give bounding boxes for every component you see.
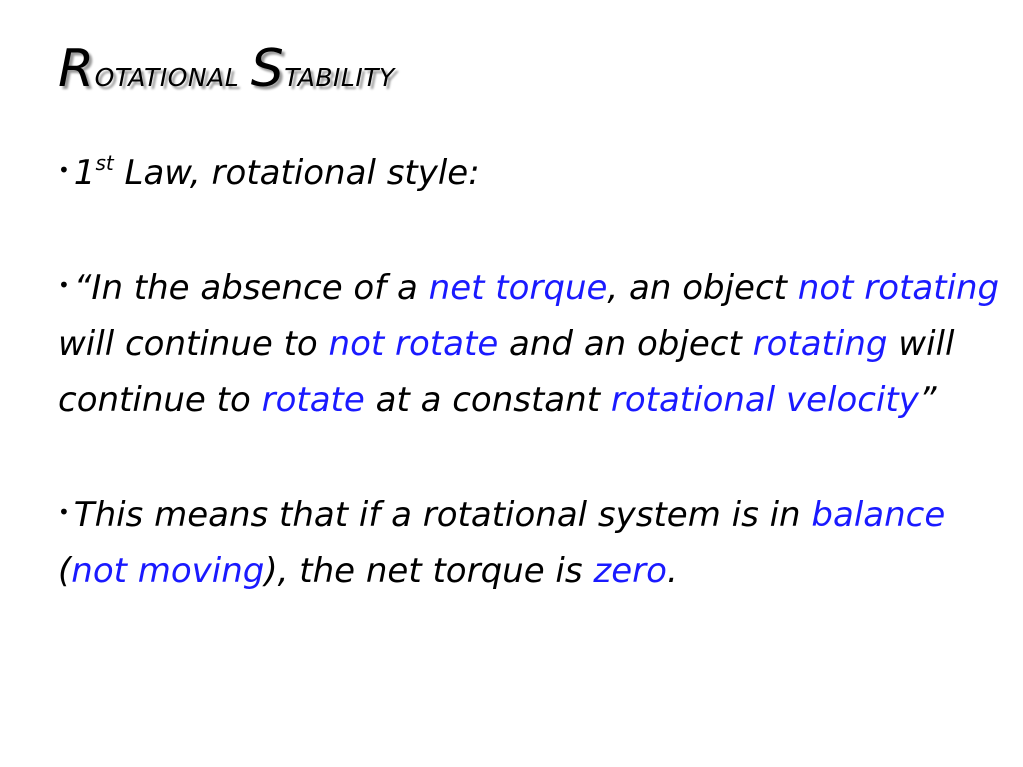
quote-text: , an object	[607, 268, 798, 308]
term-zero: zero	[593, 551, 667, 591]
term-balance: balance	[811, 495, 946, 535]
term-not-rotating: not rotating	[797, 268, 1000, 308]
balance-text: ), the net torque is	[264, 551, 594, 591]
quote-text: and an object	[498, 324, 753, 364]
term-rotate: rotate	[261, 380, 365, 420]
bullet-balance	[58, 484, 1018, 599]
slide-title	[58, 38, 395, 100]
bullet-marker: •	[58, 500, 70, 524]
term-not-moving: not moving	[71, 551, 265, 591]
term-net-torque: net torque	[428, 268, 608, 308]
bullet-quote	[58, 257, 1018, 428]
first-law-number: 1	[73, 153, 96, 193]
balance-period: .	[666, 551, 678, 591]
term-rotational-velocity: rotational velocity	[610, 380, 919, 420]
balance-text: This means that if a rotational system is in	[73, 495, 812, 535]
title-word-rotational-rest: otational	[94, 55, 240, 95]
title-initial-s: S	[250, 39, 285, 99]
title-word-stability-rest: tability	[284, 55, 395, 95]
title-initial-r: R	[58, 39, 95, 99]
quote-text: will continue to	[58, 324, 955, 420]
quote-close: ”	[918, 380, 937, 420]
term-not-rotate: not rotate	[328, 324, 499, 364]
quote-text: at a constant	[364, 380, 611, 420]
bullet-marker: •	[58, 158, 70, 182]
bullet-first-law	[58, 142, 1018, 201]
quote-text: “In the absence of a	[73, 268, 429, 308]
bullet-marker: •	[58, 273, 70, 297]
first-law-ordinal: st	[95, 151, 114, 175]
quote-text: will continue to	[58, 324, 329, 364]
balance-text: (	[58, 551, 72, 591]
first-law-text: Law, rotational style:	[113, 153, 480, 193]
slide-body	[58, 142, 1018, 599]
term-rotating: rotating	[752, 324, 888, 364]
